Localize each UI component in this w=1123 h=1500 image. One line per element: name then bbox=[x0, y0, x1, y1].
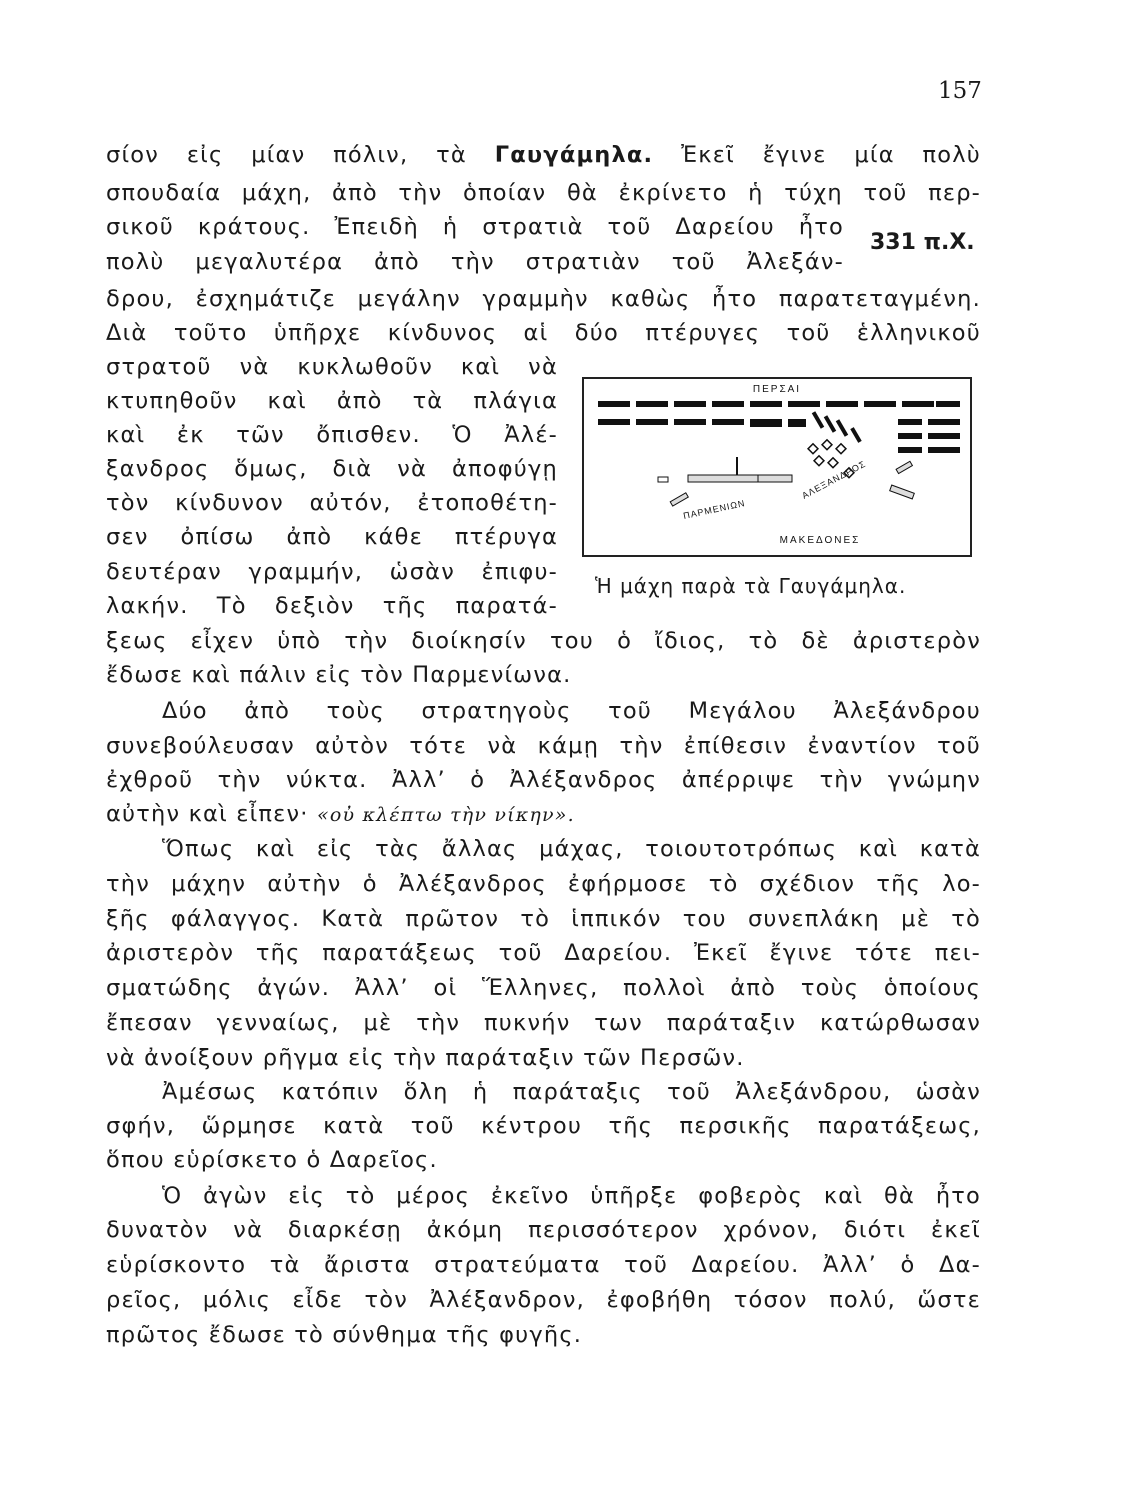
text-line-25: σματώδης ἀγών. Ἀλλ’ οἱ Ἕλληνες, πολλοὶ ἀπὸ τοὺς ὁποίους bbox=[106, 975, 981, 1001]
text-line-3: σικοῦ κράτους. Ἐπειδὴ ἡ στρατιὰ τοῦ Δαρείου ἦτο bbox=[106, 214, 844, 240]
text-line-29: σφήν, ὥρμησε κατὰ τοῦ κέντρου τῆς περσικῆς παρατάξεως, bbox=[106, 1113, 981, 1139]
text-line-26: ἔπεσαν γενναίως, μὲ τὴν πυκνήν των παράταξιν κατώρθωσαν bbox=[106, 1010, 981, 1036]
chariots bbox=[812, 411, 862, 443]
macedonian-left-line bbox=[658, 457, 792, 506]
text-line-17: Δύο ἀπὸ τοὺς στρατηγοὺς τοῦ Μεγάλου Ἀλεξάνδρου bbox=[162, 698, 981, 724]
battle-diagram bbox=[582, 377, 972, 557]
text-line-10: ξανδρος ὅμως, διὰ νὰ ἀποφύγῃ bbox=[106, 456, 558, 482]
text-line-27: νὰ ἀνοίξουν ρῆγμα εἰς τὴν παράταξιν τῶν Περσῶν. bbox=[106, 1045, 745, 1071]
figure-caption: Ἡ μάχη παρὰ τὰ Γαυγάμηλα. bbox=[595, 574, 907, 598]
persians-label: ΠΕΡΣΑΙ bbox=[752, 384, 802, 395]
text-line-11: τὸν κίνδυνον αὐτόν, ἐτοποθέτη- bbox=[106, 490, 558, 516]
page-number: 157 bbox=[938, 78, 982, 104]
text-line-20: αὐτὴν καὶ εἶπεν· «οὐ κλέπτω τὴν νίκην». bbox=[106, 801, 575, 827]
text-line-4: πολὺ μεγαλυτέρα ἀπὸ τὴν στρατιὰν τοῦ Ἀλεξάν- bbox=[106, 249, 844, 275]
text-line-28: Ἀμέσως κατόπιν ὅλη ἡ παράταξις τοῦ Ἀλεξάνδρου, ὡσὰν bbox=[162, 1079, 981, 1105]
persian-second-line bbox=[598, 419, 960, 453]
text-line-33: εὑρίσκοντο τὰ ἄριστα στρατεύματα τοῦ Δαρείου. Ἀλλ’ ὁ Δα- bbox=[106, 1252, 981, 1278]
margin-date: 331 π.Χ. bbox=[870, 230, 975, 255]
text-line-34: ρεῖος, μόλις εἶδε τὸν Ἀλέξανδρον, ἐφοβήθη τόσον πολύ, ὥστε bbox=[106, 1287, 981, 1313]
text-line-16: ἔδωσε καὶ πάλιν εἰς τὸν Παρμενίωνα. bbox=[106, 662, 572, 688]
macedonians-label: ΜΑΚΕΔΟΝΕΣ bbox=[779, 535, 861, 546]
text-line-21: Ὅπως καὶ εἰς τὰς ἄλλας μάχας, τοιουτοτρόπως καὶ κατὰ bbox=[162, 836, 981, 862]
text-line-22: τὴν μάχην αὐτὴν ὁ Ἀλέξανδρος ἐφήρμοσε τὸ σχέδιον τῆς λο- bbox=[106, 871, 981, 897]
text-line-24: ἀριστερὸν τῆς παρατάξεως τοῦ Δαρείου. Ἐκεῖ ἔγινε τότε πει- bbox=[106, 940, 981, 966]
text-line-15: ξεως εἶχεν ὑπὸ τὴν διοίκησίν του ὁ ἴδιος, τὸ δὲ ἀριστερὸν bbox=[106, 628, 981, 654]
text-line-35: πρῶτος ἔδωσε τὸ σύνθημα τῆς φυγῆς. bbox=[106, 1322, 583, 1348]
text-line-2: σπουδαία μάχη, ἀπὸ τὴν ὁποίαν θὰ ἐκρίνετο ἡ τύχη τοῦ περ- bbox=[106, 180, 981, 206]
text-line-7: στρατοῦ νὰ κυκλωθοῦν καὶ νὰ bbox=[106, 354, 558, 380]
text-line-5: δρου, ἐσχημάτιζε μεγάλην γραμμὴν καθὼς ἦτο παρατεταγμένη. bbox=[106, 286, 981, 312]
text-line-18: συνεβούλευσαν αὐτὸν τότε νὰ κάμῃ τὴν ἐπίθεσιν ἐναντίον τοῦ bbox=[106, 733, 981, 759]
text-line-14: λακήν. Τὸ δεξιὸν τῆς παρατά- bbox=[106, 593, 558, 619]
battle-diagram-svg bbox=[584, 379, 970, 555]
alexandros-label: ΑΛΕΞΑΝΔΡΟΣ bbox=[800, 458, 868, 501]
text-line-1: σίον εἰς μίαν πόλιν, τὰ Γαυγάμηλα. Ἐκεῖ ἔγινε μία πολὺ bbox=[106, 142, 981, 168]
text-line-32: δυνατὸν νὰ διαρκέσῃ ἀκόμη περισσότερον χρόνον, διότι ἐκεῖ bbox=[106, 1217, 981, 1243]
text-line-30: ὅπου εὑρίσκετο ὁ Δαρεῖος. bbox=[106, 1147, 438, 1173]
text-line-8: κτυπηθοῦν καὶ ἀπὸ τὰ πλάγια bbox=[106, 388, 558, 414]
text-line-31: Ὁ ἀγὼν εἰς τὸ μέρος ἐκεῖνο ὑπῆρξε φοβερὸς καὶ θὰ ἦτο bbox=[162, 1183, 981, 1209]
text-line-19: ἐχθροῦ τὴν νύκτα. Ἀλλ’ ὁ Ἀλέξανδρος ἀπέρριψε τὴν γνώμην bbox=[106, 767, 981, 793]
persian-front-line bbox=[598, 401, 960, 407]
text-line-6: Διὰ τοῦτο ὑπῆρχε κίνδυνος αἱ δύο πτέρυγες τοῦ ἑλληνικοῦ bbox=[106, 320, 981, 346]
text-line-12: σεν ὀπίσω ἀπὸ κάθε πτέρυγα bbox=[106, 524, 558, 550]
parmenion-label: ΠΑΡΜΕΝΙΩΝ bbox=[682, 498, 747, 521]
macedonian-right-line bbox=[890, 461, 915, 499]
text-line-23: ξῆς φάλαγγος. Κατὰ πρῶτον τὸ ἱππικόν του συνεπλάκη μὲ τὸ bbox=[106, 906, 981, 932]
text-line-9: καὶ ἐκ τῶν ὄπισθεν. Ὁ Ἀλέ- bbox=[106, 422, 558, 448]
text-line-13: δευτέραν γραμμήν, ὡσὰν ἐπιφυ- bbox=[106, 559, 558, 585]
